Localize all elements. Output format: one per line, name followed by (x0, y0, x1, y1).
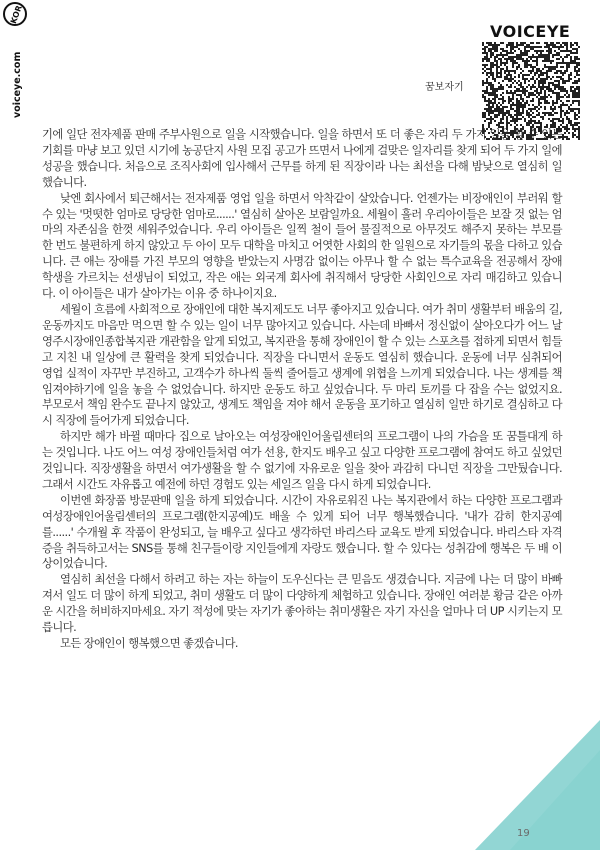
paragraph: 하지만 해가 바뀔 때마다 집으로 날아오는 여성장애인어울림센터의 프로그램이 나의 가슴을 또 꿈틀대게 하는 것입니다. 나도 어느 여성 장애인들처럼 여가 선용, 한지도 배우고 싶고 다양한 프로그램에 참여도 하고 싶었던 것입니다. 직장생활을 하면서 여가생활을 할 수 없기에 자유로운 일을 찾아 과감히 다니던 직장을 그만뒀습니다. 그래서 시간도 자유롭고 예전에 하던 경험도 있는 세일즈 일을 다시 하게 되었습니다. (42, 430, 562, 491)
paragraph: 열심히 최선을 다해서 하려고 하는 자는 하늘이 도우신다는 큰 믿음도 생겼습니다. 지금에 나는 더 많이 바빠져서 일도 더 많이 하게 되었고, 취미 생활도 더 많이 다양하게 체험하고 있습니다. 장애인 여러분 황금 같은 아까운 시간을 허비하지마세요. 자기 적성에 맞는 자기가 좋아하는 취미생활은 자기 자신을 얼마나 더 UP 시키는지 모릅니다. (42, 573, 562, 635)
kor-badge-label: KOR (8, 4, 24, 25)
corner-triangle-dark (475, 720, 600, 850)
paragraph: 이번엔 화장품 방문판매 일을 하게 되었습니다. 시간이 자유로워진 나는 복지관에서 하는 다양한 프로그램과 여성장애인어울림센터의 프로그램(한지공예)도 배울 수 있게 되어 너무 행복했습니다. '내가 감히 한지공예를......' 수개월 후 작품이 완성되고, 늘 배우고 싶다고 생각하던 바리스타 교육도 받게 되었습니다. 바리스타 자격증을 취득하고서는 SNS를 통해 친구들이랑 지인들에게 자랑도 했습니다. 할 수 있다는 성취감에 행복은 두 배 이상이었습니다. (42, 493, 562, 571)
voiceye-brand: VOICEYE (490, 22, 571, 41)
paragraph: 기에 일단 전자제품 판매 주부사원으로 일을 시작했습니다. 일을 하면서 또 더 좋은 자리 두 가지 일을 할 수 있는 기회를 마냥 보고 있던 시기에 농공단지 사원 모집 공고가 뜨면서 나에게 걸맞은 일자리를 찾게 되어 두 가지 일에 성공을 했습니다. 처음으로 조직사회에 입사해서 근무를 하게 된 직장이라 나는 최선을 다해 밤낮으로 열심히 일했습니다. (42, 128, 562, 189)
kor-badge-icon (0, 0, 30, 40)
voiceye-url-text: voiceye.com (12, 51, 23, 118)
paragraph: 낮엔 회사에서 퇴근해서는 전자제품 영업 일을 하면서 악착같이 살았습니다. 언젠가는 비장애인이 부러워 할 수 있는 '멋떳한 엄마로 당당한 엄마로......' 열심히 살아온 보람일까요. 세월이 흘러 우리아이들은 보잘 것 없는 엄마의 자존심을 한껏 세워주었습니다. 우리 아이들은 일찍 철이 들어 물질적으로 아무것도 해주지 못하는 부모를 한 번도 불편하게 하지 않았고 두 아이 모두 대학을 마치고 어엿한 사회의 한 일원으로 자기들의 몫을 다하고 있습니다. 큰 애는 장애를 가진 부모의 영향을 받았는지 사명감 없이는 아무나 할 수 없는 특수교육을 전공해서 장애 학생을 가르치는 선생님이 되었고, 작은 애는 외국계 회사에 취직해서 당당한 사회인으로 자리 매김하고 있습니다. 이 아이들은 내가 살아가는 이유 중 하나이지요. (42, 191, 562, 301)
paragraph: 모든 장애인이 행복했으면 좋겠습니다. (60, 637, 238, 650)
paragraph: 세월이 흐름에 사회적으로 장애인에 대한 복지제도도 너무 좋아지고 있습니다. 여가 취미 생활부터 배움의 길, 운동까지도 마음만 먹으면 할 수 있는 일이 너무 많아지고 있습니다. 사는데 바빠서 정신없이 살아오다가 어느 날 영주시장애인종합복지관 개관함을 알게 되었고, 복지관을 통해 장애인이 할 수 있는 스포츠를 접하게 되면서 힘들고 지친 내 일상에 큰 활력을 찾게 되었습니다. 직장을 다니면서 운동도 열심히 했습니다. 운동에 너무 심취되어 영업 실적이 자꾸만 부진하고, 고객수가 하나씩 둘씩 줄어들고 생계에 위협을 느끼게 되었습니다. 나는 생계를 책임져야하기에 일을 놓을 수 없었습니다. 하지만 운동도 하고 싶었습니다. 두 마리 토끼를 다 잡을 수는 없었지요. 부모로서 책임 완수도 끝나지 않았고, 생계도 책임을 져야 해서 운동을 포기하고 열심히 일만 하기로 결심하고 다시 직장에 들어가게 되었습니다. (42, 302, 562, 428)
section-title: 꿈보자기 (425, 82, 464, 93)
page-header (0, 0, 600, 135)
voiceye-code-icon (482, 42, 580, 140)
page-number: 19 (517, 828, 530, 839)
voiceye-url-vertical (6, 40, 26, 120)
article-body (42, 127, 562, 817)
